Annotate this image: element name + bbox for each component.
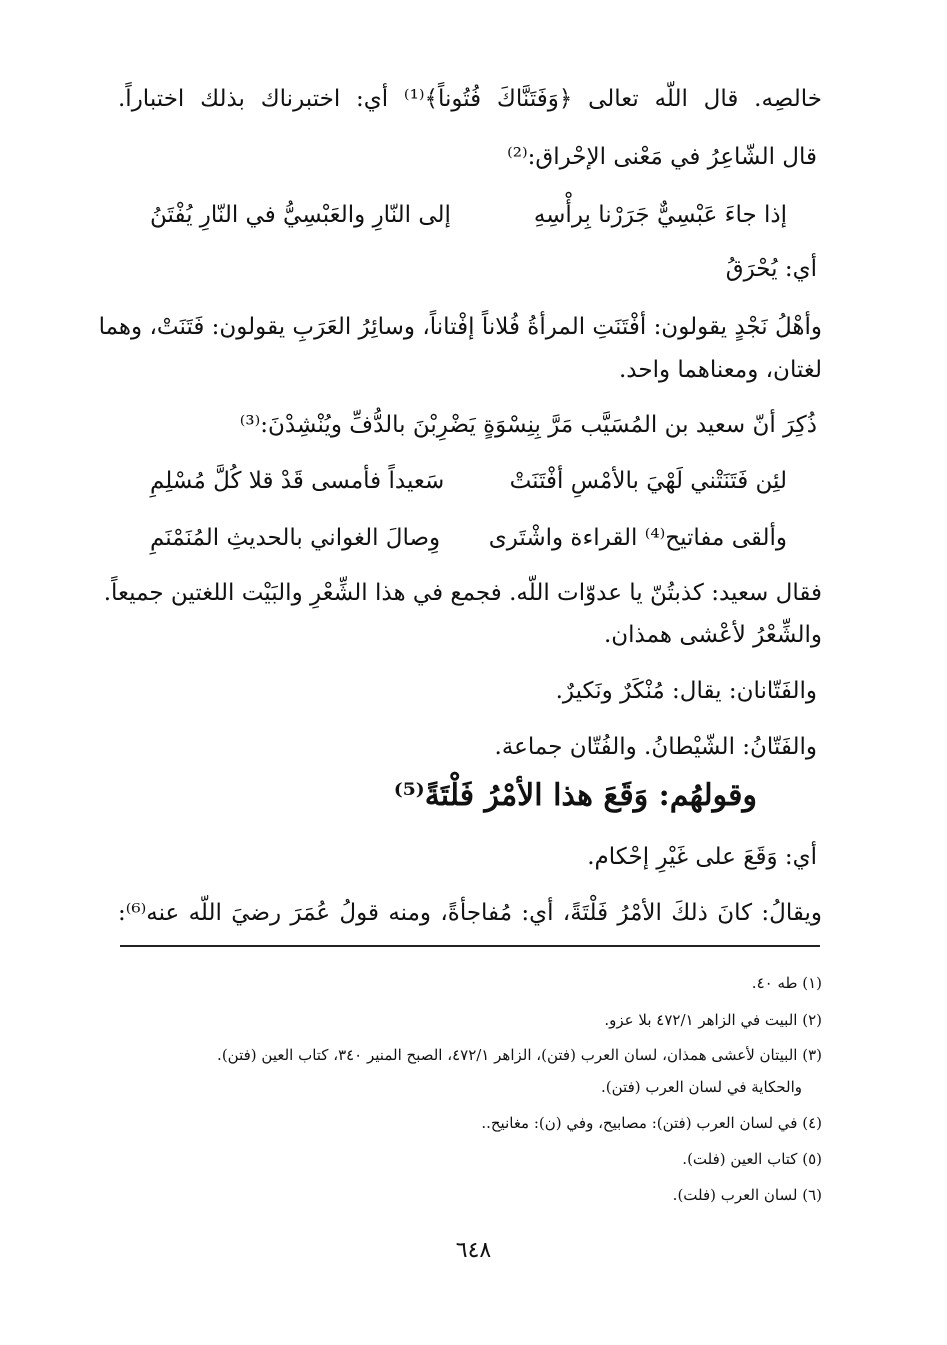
verse-first-hemistich: وألقى مفاتيح⁽⁴⁾ القراءة واشْتَرى <box>488 525 787 551</box>
footnote: (٥) كتاب العين (فلت). <box>682 1150 822 1168</box>
verse-second-hemistich: وِصالَ الغواني بالحديثِ المُنَمْنَمِ <box>150 525 441 551</box>
verse-second-hemistich: سَعيداً فأمسى قَدْ قلا كُلَّ مُسْلِمِ <box>150 468 445 494</box>
text-line: والفَتّانان: يقال: مُنْكَرٌ ونَكيرٌ. <box>555 678 817 704</box>
verse-first-hemistich: إذا جاءَ عَبْسِيٌّ جَرَرْنا بِرأْسِهِ <box>533 202 787 228</box>
footnote: (٢) البيت في الزاهر ٤٧٢/١ بلا عزو. <box>604 1011 822 1029</box>
section-heading: وقولهُم: وَقَعَ هذا الأمْرُ فَلْتَةً⁽⁵⁾ <box>393 778 757 813</box>
text-line: قال الشّاعِرُ في مَعْنى الإحْراق:⁽²⁾ <box>507 144 817 170</box>
text-line: ويقالُ: كانَ ذلكَ الأمْرُ فَلْتَةً، أي: مُفاجأةً، ومنه قولُ عُمَرَ رضيَ اللّه عنه⁽⁶⁾: <box>118 900 822 926</box>
footnote: (٤) في لسان العرب (فتن): مصابيح، وفي (ن): مغانيح.. <box>481 1114 822 1132</box>
footnote: (١) طه ٤٠. <box>751 974 822 992</box>
text-line: لغتان، ومعناهما واحد. <box>619 357 822 383</box>
verse-first-hemistich: لئِن فَتَنَتْني لَهْيَ بالأمْسِ أفْتَنَتْ <box>509 468 787 494</box>
footnote: (٦) لسان العرب (فلت). <box>672 1186 822 1204</box>
text-line: ذُكِرَ أنّ سعيد بن المُسَيَّب مَرَّ بِنِسْوَةٍ يَضْرِبْنَ بالدُّفِّ ويُنْشِدْنَ:⁽³⁾ <box>239 412 817 438</box>
text-line: والشِّعْرُ لأعْشى همذان. <box>603 622 822 648</box>
text-line: وأهْلُ نَجْدٍ يقولون: أفْتَنَتِ المرأةُ فُلاناً إفْتاناً، وسائِرُ العَرَبِ يقولون: فَتَنَتْ، وهما <box>98 314 822 340</box>
text-line: أي: يُحْرَقُ <box>725 256 817 282</box>
text-line: أي: وَقَعَ على غَيْرِ إحْكام. <box>587 844 817 870</box>
text-line: خالصِه. قال اللّه تعالى ﴿وَفَتَنَّاكَ فُتُوناً﴾⁽¹⁾ أي: اختبرناك بذلك اختباراً. <box>118 86 822 112</box>
text-line: والفَتّانُ: الشّيْطانُ. والفُتّان جماعة. <box>494 734 817 760</box>
text-line: فقال سعيد: كذبتُنّ يا عدوّات اللّه. فجمع في هذا الشِّعْرِ والبَيْت اللغتين جميعاً. <box>103 580 822 606</box>
footnote: (٣) البيتان لأعشى همذان، لسان العرب (فتن)، الزاهر ٤٧٢/١، الصبح المنير ٣٤٠، كتاب العين (فتن). <box>217 1046 822 1064</box>
footnote-separator <box>120 945 820 947</box>
footnote-continuation: والحكاية في لسان العرب (فتن). <box>601 1078 802 1096</box>
verse-second-hemistich: إلى النّارِ والعَبْسِيُّ في النّارِ يُفْتَنُ <box>150 202 451 228</box>
page-number: ٦٤٨ <box>455 1238 492 1263</box>
